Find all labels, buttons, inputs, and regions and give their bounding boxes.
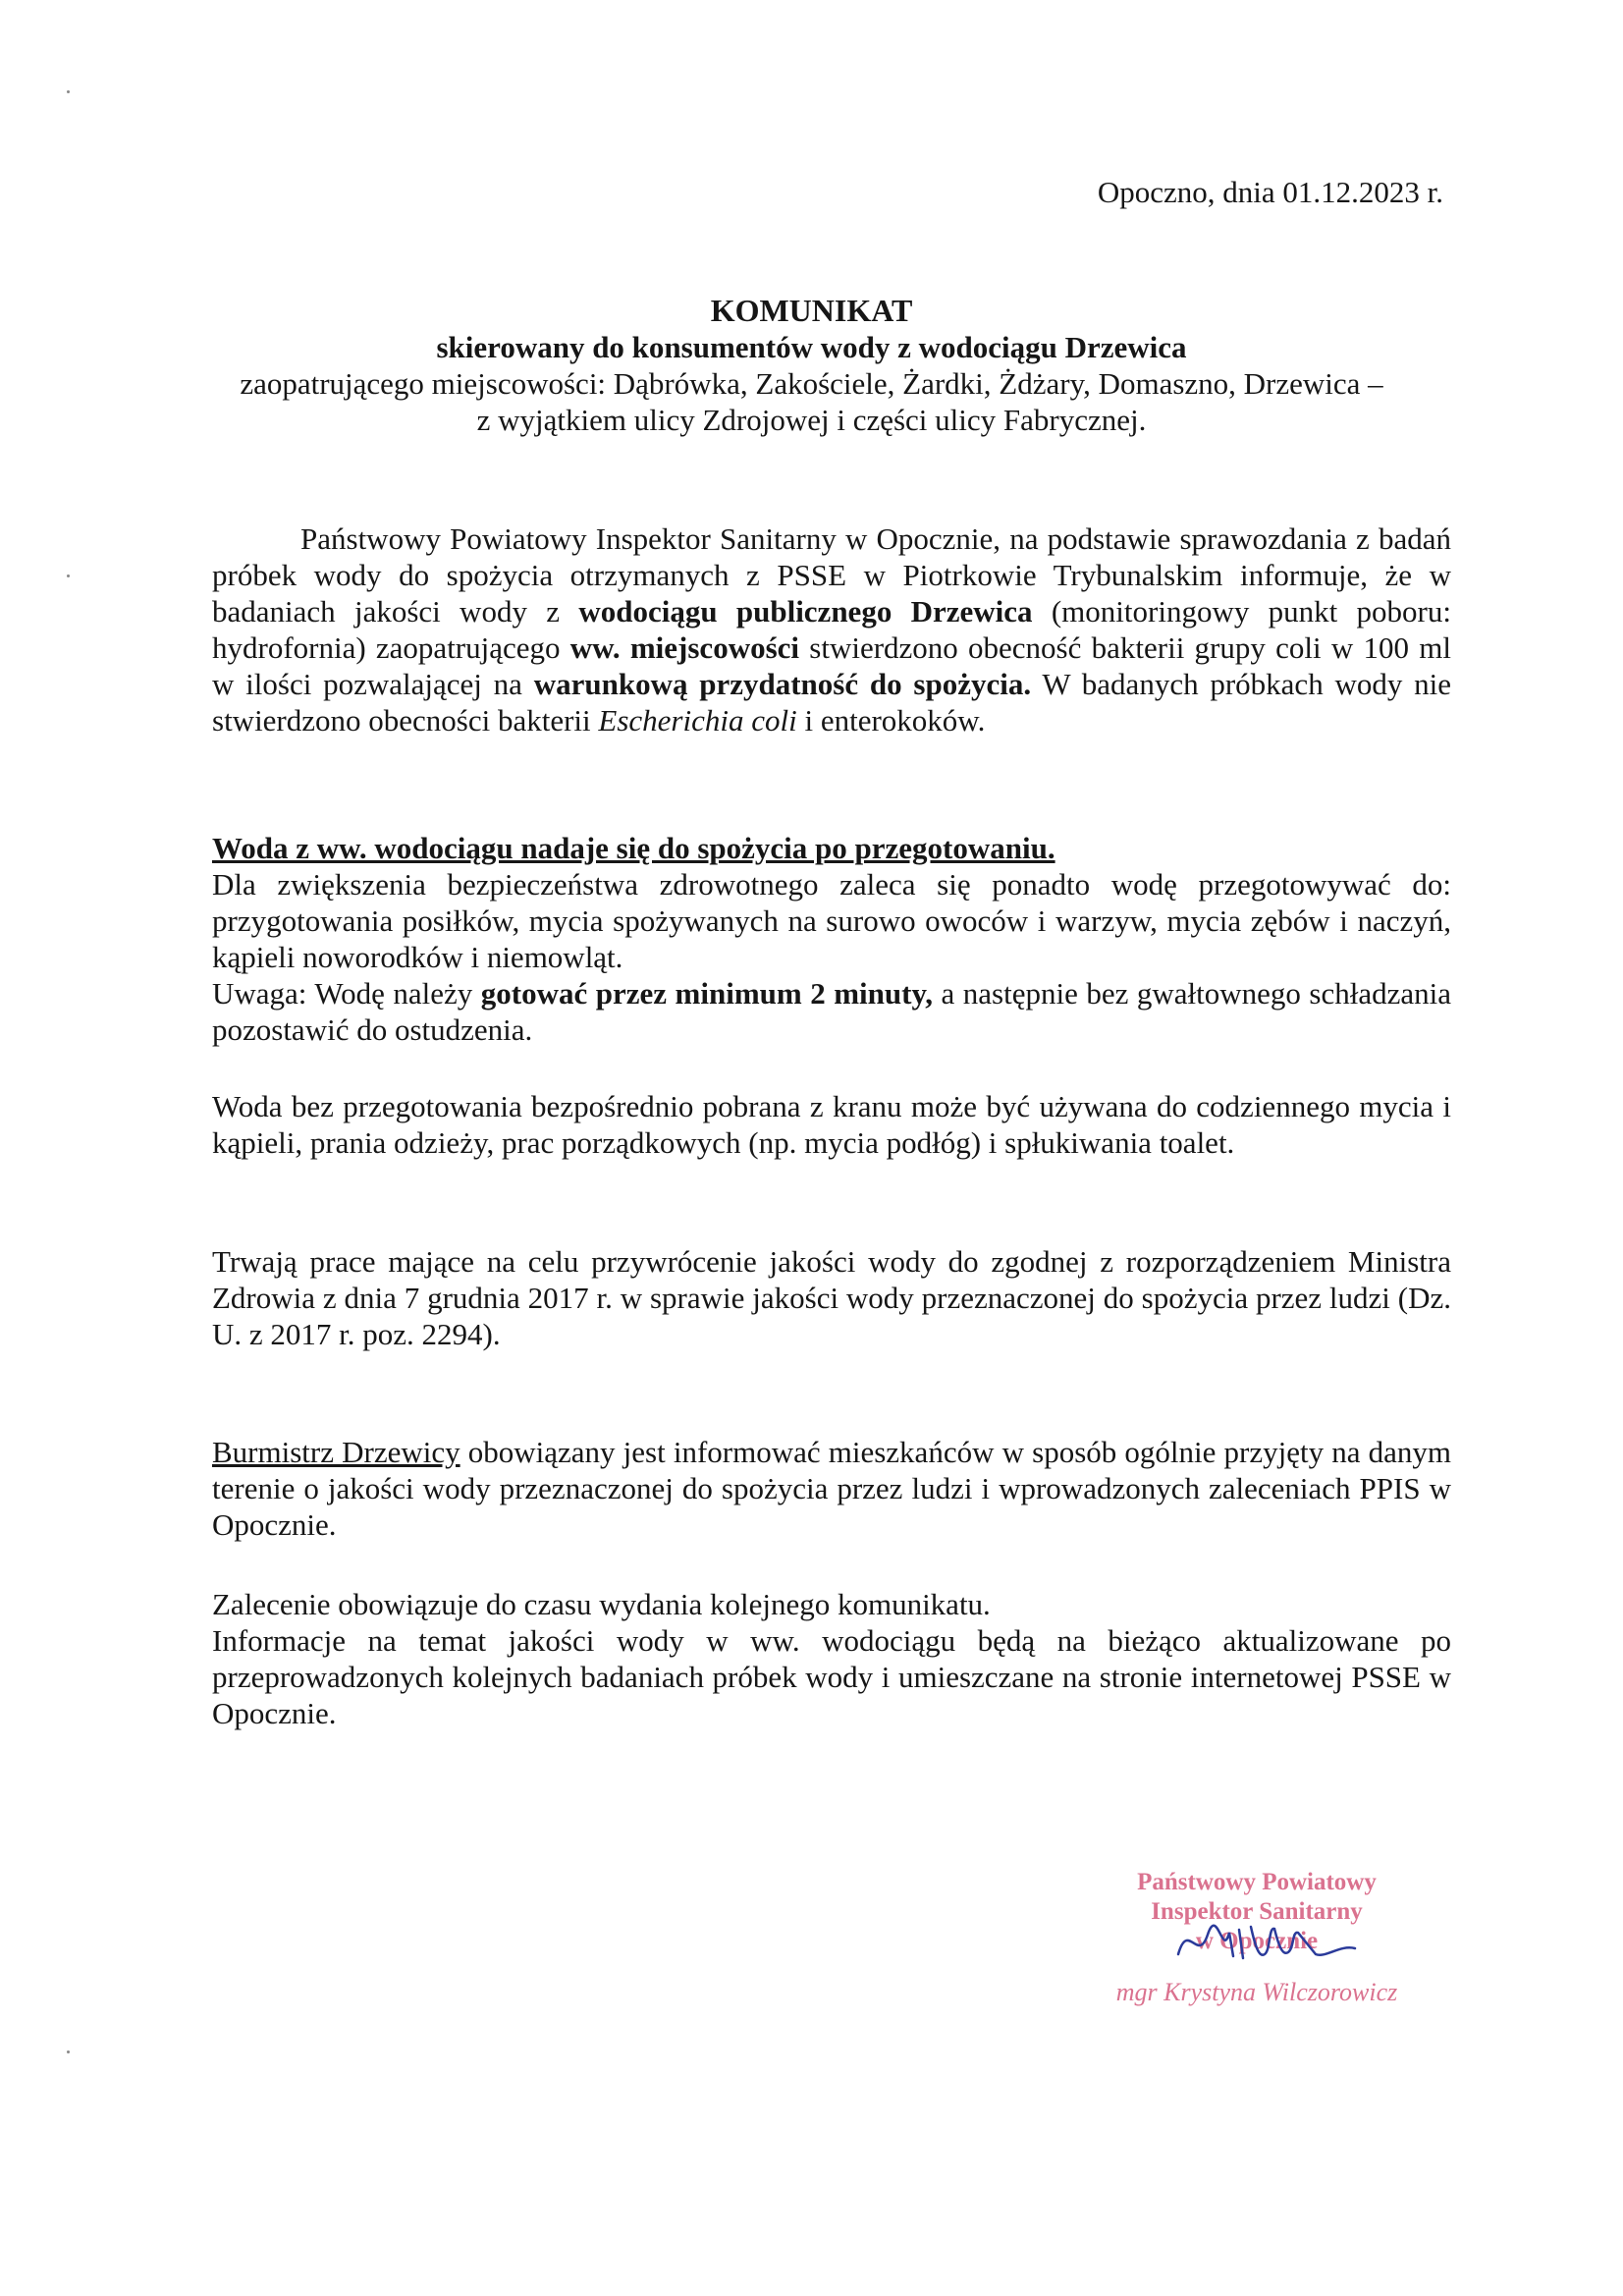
p1-text-e: W badanych próbkach wody nie stwierdzono obecności bakterii	[212, 667, 1452, 738]
p1-text-d: stwierdzono obecność bakterii grupy coli w 100 ml w ilości pozwalającej na	[212, 630, 1451, 701]
paragraph-3: Woda bez przegotowania bezpośrednio pobrana z kranu może być używana do codziennego mycia i kąpieli, prania odzieży, prac porządkowych (np. mycia podłóg) i spłukiwania toalet.	[212, 1089, 1451, 1160]
document-date: Opoczno, dnia 01.12.2023 r.	[1097, 175, 1443, 209]
document-title: KOMUNIKAT	[710, 293, 913, 328]
p6-line-2: Informacje na temat jakości wody w ww. wodociągu będą na bieżąco aktualizowane po przeprowadzonych kolejnych badaniach próbek wody i umieszczane na stronie internetowej PSSE w Opocznie.	[212, 1623, 1451, 1730]
stamp-line-2: Inspektor Sanitarny	[1151, 1898, 1363, 1925]
p1-bold-2: ww. miejscowości	[569, 630, 800, 665]
scan-mark	[67, 90, 70, 93]
p5-text: obowiązany jest informować mieszkańców w sposób ogólnie przyjęty na danym terenie o jakości wody przeznaczonej do spożycia przez ludzi i wprowadzonych zaleceniach PPIS w Opocznie.	[212, 1435, 1451, 1542]
mayor-label: Burmistrz Drzewicy	[212, 1435, 460, 1469]
p1-bold-1: wodociągu publicznego Drzewica	[578, 594, 1033, 629]
note-text-c: a następnie bez gwałtownego schładzania pozostawić do ostudzenia.	[212, 976, 1452, 1047]
p6-line-1: Zalecenie obowiązuje do czasu wydania kolejnego komunikatu.	[212, 1587, 991, 1621]
paragraph-2	[212, 830, 1451, 1048]
handwritten-signature	[1168, 1915, 1365, 1974]
stamp-line-1: Państwowy Powiatowy	[1137, 1869, 1377, 1895]
paragraph-5	[212, 1434, 1451, 1543]
paragraph-4: Trwają prace mające na celu przywrócenie jakości wody do zgodnej z rozporządzeniem Ministra Zdrowia z dnia 7 grudnia 2017 r. w sprawie jakości wody przeznaczonej do spożycia przez ludzi (Dz. U. z 2017 r. poz. 2294).	[212, 1244, 1451, 1351]
p1-text-a: Państwowy Powiatowy Inspektor Sanitarny w Opocznie, na podstawie sprawozdania z badań próbek wody do spożycia otrzymanych z PSSE w Piotrkowie Trybunalskim informuje, że w badaniach jakości wody z	[212, 521, 1451, 629]
header-line-3: zaopatrującego miejscowości: Dąbrówka, Zakościele, Żardki, Żdżary, Domaszno, Drzewica –	[240, 366, 1383, 401]
note-bold: gotować przez minimum 2 minuty,	[480, 976, 934, 1011]
note-text-a: Uwaga: Wodę należy	[212, 976, 481, 1011]
scan-mark	[67, 574, 70, 577]
scan-mark	[67, 2050, 70, 2053]
stamp-name: mgr Krystyna Wilczorowicz	[1115, 1978, 1398, 2006]
boil-water-heading: Woda z ww. wodociągu nadaje się do spożycia po przegotowaniu.	[212, 831, 1055, 865]
boil-water-note	[212, 975, 1451, 1048]
paragraph-1	[212, 520, 1451, 738]
paragraph-6	[212, 1586, 1451, 1731]
p1-text-c: (monitoringowy punkt poboru: hydrofornia) zaopatrującego	[212, 594, 1451, 665]
p1-italic: Escherichia coli	[598, 703, 797, 738]
p1-text-f: i enterokoków.	[796, 703, 986, 738]
document-subtitle: skierowany do konsumentów wody z wodociągu Drzewica	[436, 330, 1187, 364]
header-line-4: z wyjątkiem ulicy Zdrojowej i części ulicy Fabrycznej.	[476, 403, 1147, 437]
p1-bold-3: warunkową przydatność do spożycia.	[533, 667, 1032, 701]
boil-water-text: Dla zwiększenia bezpieczeństwa zdrowotnego zaleca się ponadto wodę przegotowywać do: przygotowania posiłków, mycia spożywanych na surowo owoców i warzyw, mycia zębów i naczyń, kąpieli noworodków i niemowląt.	[212, 867, 1451, 974]
document-header	[157, 293, 1466, 438]
stamp-line-3: w Opocznie	[1195, 1928, 1319, 1954]
